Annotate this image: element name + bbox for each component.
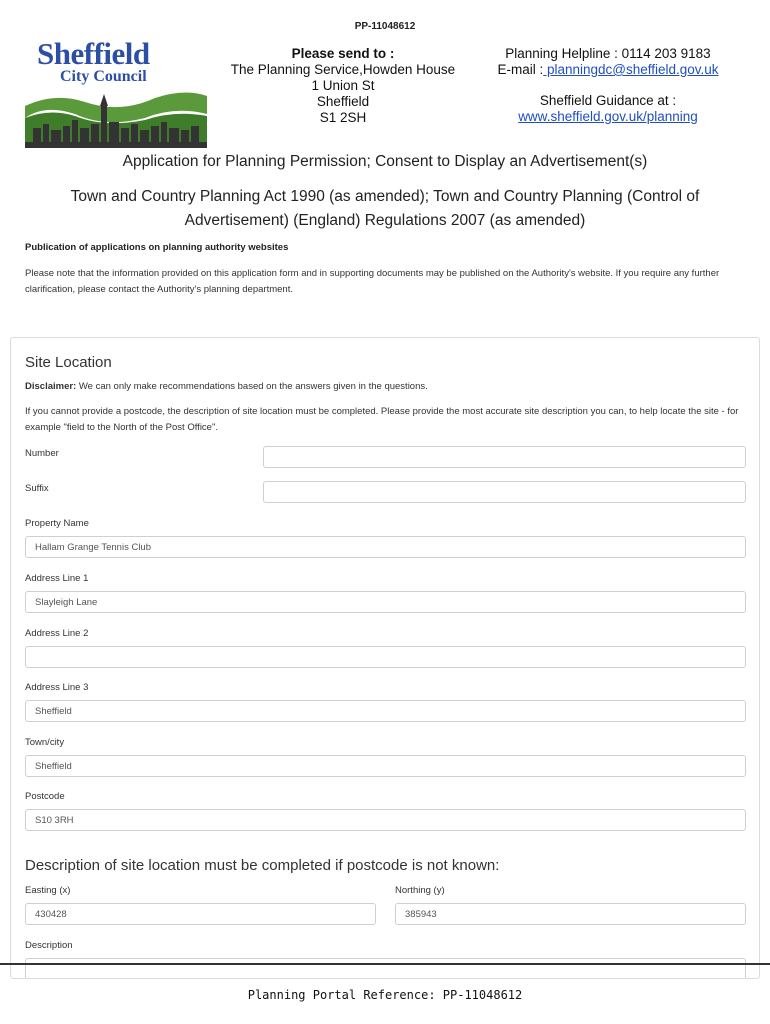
act-title: Town and Country Planning Act 1990 (as amended); Town and Country Planning (Control of Advertisement) (England) Regulations 2007 (as amended)	[70, 188, 700, 229]
application-title: Application for Planning Permission; Consent to Display an Advertisement(s)	[122, 153, 648, 170]
page-divider	[0, 963, 770, 965]
description-label: Description	[25, 940, 73, 951]
sheffield-logo	[25, 36, 207, 148]
suffix-field[interactable]	[263, 481, 746, 503]
address-line-1-field[interactable]: Slayleigh Lane	[25, 591, 746, 613]
helpline-phone: Planning Helpline : 0114 203 9183	[505, 46, 711, 61]
disclaimer-text: We can only make recommendations based on the answers given in the questions.	[76, 381, 428, 392]
postcode-label: Postcode	[25, 791, 65, 802]
email-label: E-mail :	[497, 62, 544, 77]
town-field[interactable]: Sheffield	[25, 755, 746, 777]
logo-name: Sheffield	[37, 36, 150, 71]
address-line-3-label: Address Line 3	[25, 682, 89, 693]
disclaimer	[25, 381, 428, 392]
disclaimer-label: Disclaimer:	[25, 381, 77, 392]
help-text: If you cannot provide a postcode, the description of site location must be completed. Please provide the most accurate site description you can, to help locate the site - for example "field to the North of the Post Office".	[25, 406, 739, 433]
section-title: Site Location	[25, 354, 112, 371]
email-line	[483, 62, 733, 78]
guidance-label: Sheffield Guidance at :	[539, 93, 677, 108]
address-line: Sheffield	[316, 94, 370, 109]
footer-reference: Planning Portal Reference: PP-11048612	[247, 988, 523, 1002]
town-label: Town/city	[25, 737, 65, 748]
email-link[interactable]: planningdc@sheffield.gov.uk	[543, 62, 719, 77]
city-skyline-icon	[25, 84, 207, 148]
property-name-field[interactable]: Hallam Grange Tennis Club	[25, 536, 746, 558]
guidance-link[interactable]: www.sheffield.gov.uk/planning	[518, 109, 698, 124]
address-line-2-label: Address Line 2	[25, 628, 89, 639]
description-heading: Description of site location must be completed if postcode is not known:	[25, 857, 500, 874]
reference-number: PP-11048612	[354, 21, 416, 32]
send-to-address	[218, 46, 468, 126]
address-line: S1 2SH	[319, 110, 367, 125]
number-field[interactable]	[263, 446, 746, 468]
publication-text: Please note that the information provided on this application form and in supporting documents may be published on the Authority's website. If you require any further clarification, please contact the Authority's planning department.	[25, 268, 720, 295]
description-field[interactable]	[25, 958, 746, 979]
logo-subtitle: City Council	[60, 68, 147, 85]
address-line: 1 Union St	[311, 78, 375, 93]
address-line-2-field[interactable]	[25, 646, 746, 668]
northing-field[interactable]: 385943	[395, 903, 746, 925]
easting-field[interactable]: 430428	[25, 903, 376, 925]
postcode-field[interactable]: S10 3RH	[25, 809, 746, 831]
property-name-label: Property Name	[25, 518, 89, 529]
site-location-panel	[10, 337, 760, 979]
address-line: The Planning Service,Howden House	[230, 62, 456, 77]
publication-heading: Publication of applications on planning authority websites	[25, 242, 289, 253]
easting-label: Easting (x)	[25, 885, 71, 896]
send-to-title: Please send to :	[291, 46, 395, 61]
number-label: Number	[25, 448, 59, 459]
address-line-1-label: Address Line 1	[25, 573, 89, 584]
suffix-label: Suffix	[25, 483, 49, 494]
address-line-3-field[interactable]: Sheffield	[25, 700, 746, 722]
helpline-info	[483, 46, 733, 125]
northing-label: Northing (y)	[395, 885, 445, 896]
